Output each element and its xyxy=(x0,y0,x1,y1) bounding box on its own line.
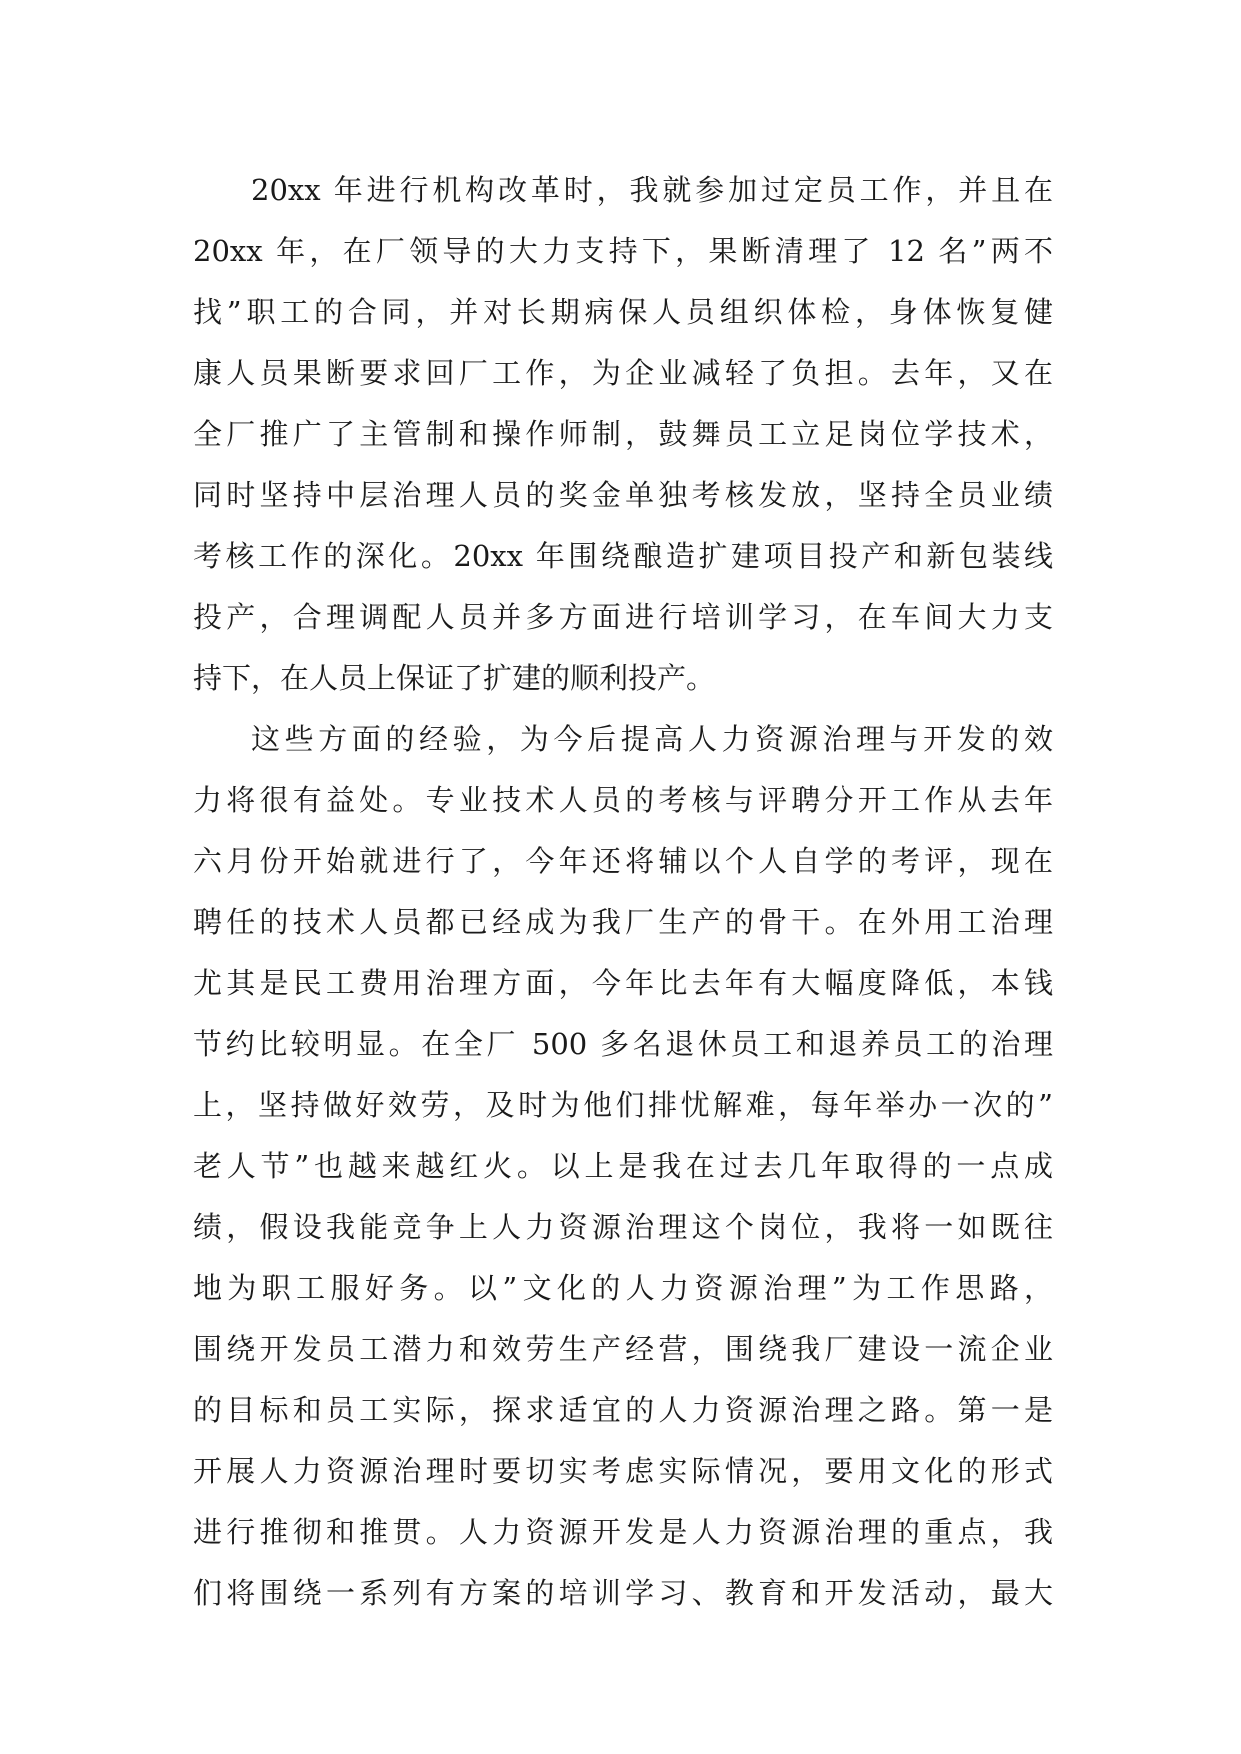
text-line: 找”职工的合同，并对长期病保人员组织体检，身体恢复健 xyxy=(193,295,1053,329)
text-line: 尤其是民工费用治理方面，今年比去年有大幅度降低，本钱 xyxy=(193,966,1053,1000)
text-line: 康人员果断要求回厂工作，为企业减轻了负担。去年，又在 xyxy=(193,356,1053,390)
text-line: 们将围绕一系列有方案的培训学习、教育和开发活动，最大 xyxy=(193,1576,1053,1610)
text-line: 地为职工服好务。以”文化的人力资源治理”为工作思路， xyxy=(193,1271,1053,1305)
text-line: 这些方面的经验，为今后提高人力资源治理与开发的效 xyxy=(251,722,1053,756)
text-line: 考核工作的深化。20xx 年围绕酿造扩建项目投产和新包装线 xyxy=(193,539,1053,573)
text-line: 20xx 年进行机构改革时，我就参加过定员工作，并且在 xyxy=(251,173,1053,207)
text-line: 全厂推广了主管制和操作师制，鼓舞员工立足岗位学技术， xyxy=(193,417,1053,451)
text-line: 力将很有益处。专业技术人员的考核与评聘分开工作从去年 xyxy=(193,783,1053,817)
body-text xyxy=(193,160,1053,1624)
text-line: 投产，合理调配人员并多方面进行培训学习，在车间大力支 xyxy=(193,600,1053,634)
text-line: 老人节”也越来越红火。以上是我在过去几年取得的一点成 xyxy=(193,1149,1053,1183)
text-line: 的目标和员工实际，探求适宜的人力资源治理之路。第一是 xyxy=(193,1393,1053,1427)
paragraph-1 xyxy=(193,160,1053,709)
text-line: 绩，假设我能竞争上人力资源治理这个岗位，我将一如既往 xyxy=(193,1210,1053,1244)
text-line: 六月份开始就进行了，今年还将辅以个人自学的考评，现在 xyxy=(193,844,1053,878)
text-line: 上，坚持做好效劳，及时为他们排忧解难，每年举办一次的” xyxy=(193,1088,1053,1122)
text-line: 20xx 年，在厂领导的大力支持下，果断清理了 12 名”两不 xyxy=(193,234,1053,268)
text-line: 进行推彻和推贯。人力资源开发是人力资源治理的重点，我 xyxy=(193,1515,1053,1549)
text-line: 开展人力资源治理时要切实考虑实际情况，要用文化的形式 xyxy=(193,1454,1053,1488)
paragraph-2 xyxy=(193,709,1053,1624)
text-line: 节约比较明显。在全厂 500 多名退休员工和退养员工的治理 xyxy=(193,1027,1053,1061)
text-line: 同时坚持中层治理人员的奖金单独考核发放，坚持全员业绩 xyxy=(193,478,1053,512)
text-line: 聘任的技术人员都已经成为我厂生产的骨干。在外用工治理 xyxy=(193,905,1053,939)
text-line: 围绕开发员工潜力和效劳生产经营，围绕我厂建设一流企业 xyxy=(193,1332,1053,1366)
text-line: 持下，在人员上保证了扩建的顺利投产。 xyxy=(193,661,716,695)
